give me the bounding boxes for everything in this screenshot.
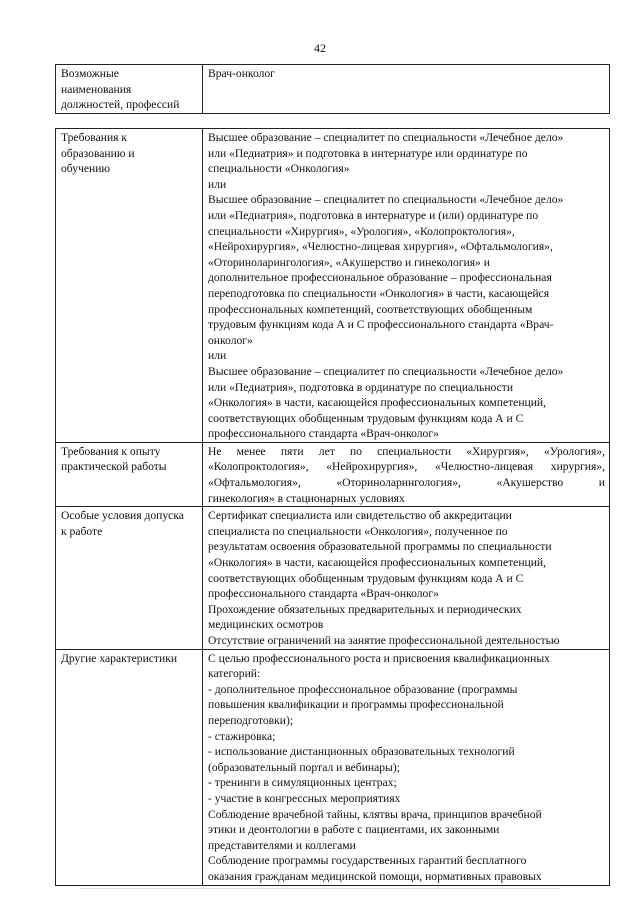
label-line: Требования к	[61, 131, 128, 144]
label-line: наименования	[61, 82, 132, 96]
experience-row	[56, 442, 610, 506]
label-line: Другие характеристики	[61, 651, 178, 665]
education-label	[56, 129, 203, 443]
text-line: - использование дистанционных образовательных технологий	[208, 745, 515, 759]
position-names-row	[56, 65, 610, 114]
text-line: или	[208, 349, 227, 363]
text-line: Высшее образование – специалитет по специальности «Лечебное дело»	[208, 193, 564, 207]
requirements-table	[55, 128, 610, 886]
experience-label	[56, 442, 203, 506]
label-line: практической работы	[61, 460, 167, 474]
text-line: - дополнительное профессиональное образование (программы	[208, 682, 518, 696]
text-line: результатам освоения образовательной программы по специальности	[208, 540, 552, 554]
text-line: Высшее образование – специалитет по специальности «Лечебное дело»	[208, 131, 564, 144]
text-line: Отсутствие ограничений на занятие профессиональной деятельностью	[208, 634, 560, 647]
text-line: - стажировка;	[208, 729, 276, 743]
text-line: «Офтальмология», «Оториноларингология», «Акушерство и	[208, 476, 605, 490]
page-number: 42	[314, 41, 326, 55]
text-line: онколог»	[208, 333, 253, 347]
text-line: «Оториноларингология», «Акушерство и гинекология» и	[208, 255, 490, 269]
position-name: Врач-онколог	[208, 67, 275, 80]
text-line: представителями и коллегами	[208, 838, 356, 852]
label-line: образованию и	[61, 146, 135, 160]
other-value	[203, 649, 610, 885]
text-line: этики и деонтологии в работе с пациентами, их законными	[208, 823, 500, 837]
text-line: Соблюдение программы государственных гарантий бесплатного	[208, 854, 527, 868]
text-line: специальности «Онкология»	[208, 162, 350, 176]
text-line: «Онкология» в части, касающейся профессиональных компетенций,	[208, 396, 547, 410]
text-line: профессионального стандарта «Врач-онколог»	[208, 427, 439, 441]
admission-row	[56, 507, 610, 649]
text-line: повышения квалификации и программы профессиональной	[208, 698, 504, 712]
text-line: или «Педиатрия» и подготовка в интернатуре или ординатуре по	[208, 146, 528, 160]
position-names-value	[203, 65, 610, 114]
education-row	[56, 129, 610, 443]
text-line: «Колопроктология», «Нейрохирургия», «Челюстно-лицевая хирургия»,	[208, 460, 605, 474]
text-line: Соблюдение врачебной тайны, клятвы врача, принципов врачебной	[208, 807, 542, 821]
position-names-table	[55, 64, 610, 114]
label-line: обучению	[61, 162, 111, 176]
admission-value	[203, 507, 610, 649]
text-line: соответствующих обобщенным трудовым функциям кода А и С	[208, 411, 524, 425]
text-line: дополнительное профессиональное образование – профессиональная	[208, 271, 552, 285]
text-line: специальности «Хирургия», «Урология», «Колопроктология»,	[208, 224, 515, 238]
label-line: должностей, профессий	[61, 98, 180, 112]
text-line: или	[208, 177, 227, 191]
text-line: Не менее пяти лет по специальности «Хирургия», «Урология»,	[208, 444, 605, 458]
label-line: Особые условия допуска	[61, 509, 184, 523]
text-line: - участие в конгрессных мероприятиях	[208, 791, 401, 805]
text-line: специалиста по специальности «Онкология», полученное по	[208, 524, 508, 538]
text-line: - тренинги в симуляционных центрах;	[208, 776, 397, 790]
text-line: Прохождение обязательных предварительных и периодических	[208, 602, 522, 616]
text-line: категорий:	[208, 667, 261, 681]
text-line: или «Педиатрия», подготовка в ординатуре по специальности	[208, 380, 514, 394]
text-line: профессиональных компетенций, соответствующих обобщенным	[208, 302, 533, 316]
text-line: (образовательный портал и вебинары);	[208, 760, 400, 774]
text-line: переподготовки);	[208, 713, 294, 727]
other-row	[56, 649, 610, 885]
text-line: или «Педиатрия», подготовка в интернатуре и (или) ординатуре по	[208, 208, 539, 222]
text-line: трудовым функциям кода А и С профессионального стандарта «Врач-	[208, 318, 554, 332]
label-line: к работе	[61, 524, 103, 538]
text-line: Высшее образование – специалитет по специальности «Лечебное дело»	[208, 364, 564, 378]
experience-value	[203, 442, 610, 506]
text-line: С целью профессионального роста и присвоения квалификационных	[208, 651, 550, 665]
label-line: Возможные	[61, 67, 119, 80]
text-line: профессионального стандарта «Врач-онколог»	[208, 587, 439, 601]
admission-label	[56, 507, 203, 649]
page-bottom-edge	[80, 888, 560, 889]
text-line: соответствующих обобщенным трудовым функциям кода А и С	[208, 571, 524, 585]
education-value	[203, 129, 610, 443]
text-line: переподготовка по специальности «Онкология» в части, касающейся	[208, 286, 550, 300]
position-names-label	[56, 65, 203, 114]
text-line: гинекология» в стационарных условиях	[208, 491, 405, 505]
text-line: «Онкология» в части, касающейся профессиональных компетенций,	[208, 556, 547, 570]
text-line: оказания гражданам медицинской помощи, нормативных правовых	[208, 869, 542, 883]
text-line: медицинских осмотров	[208, 618, 324, 632]
label-line: Требования к опыту	[61, 444, 161, 458]
text-line: Сертификат специалиста или свидетельство об аккредитации	[208, 509, 512, 523]
text-line: «Нейрохирургия», «Челюстно-лицевая хирургия», «Офтальмология»,	[208, 240, 553, 254]
other-label	[56, 649, 203, 885]
